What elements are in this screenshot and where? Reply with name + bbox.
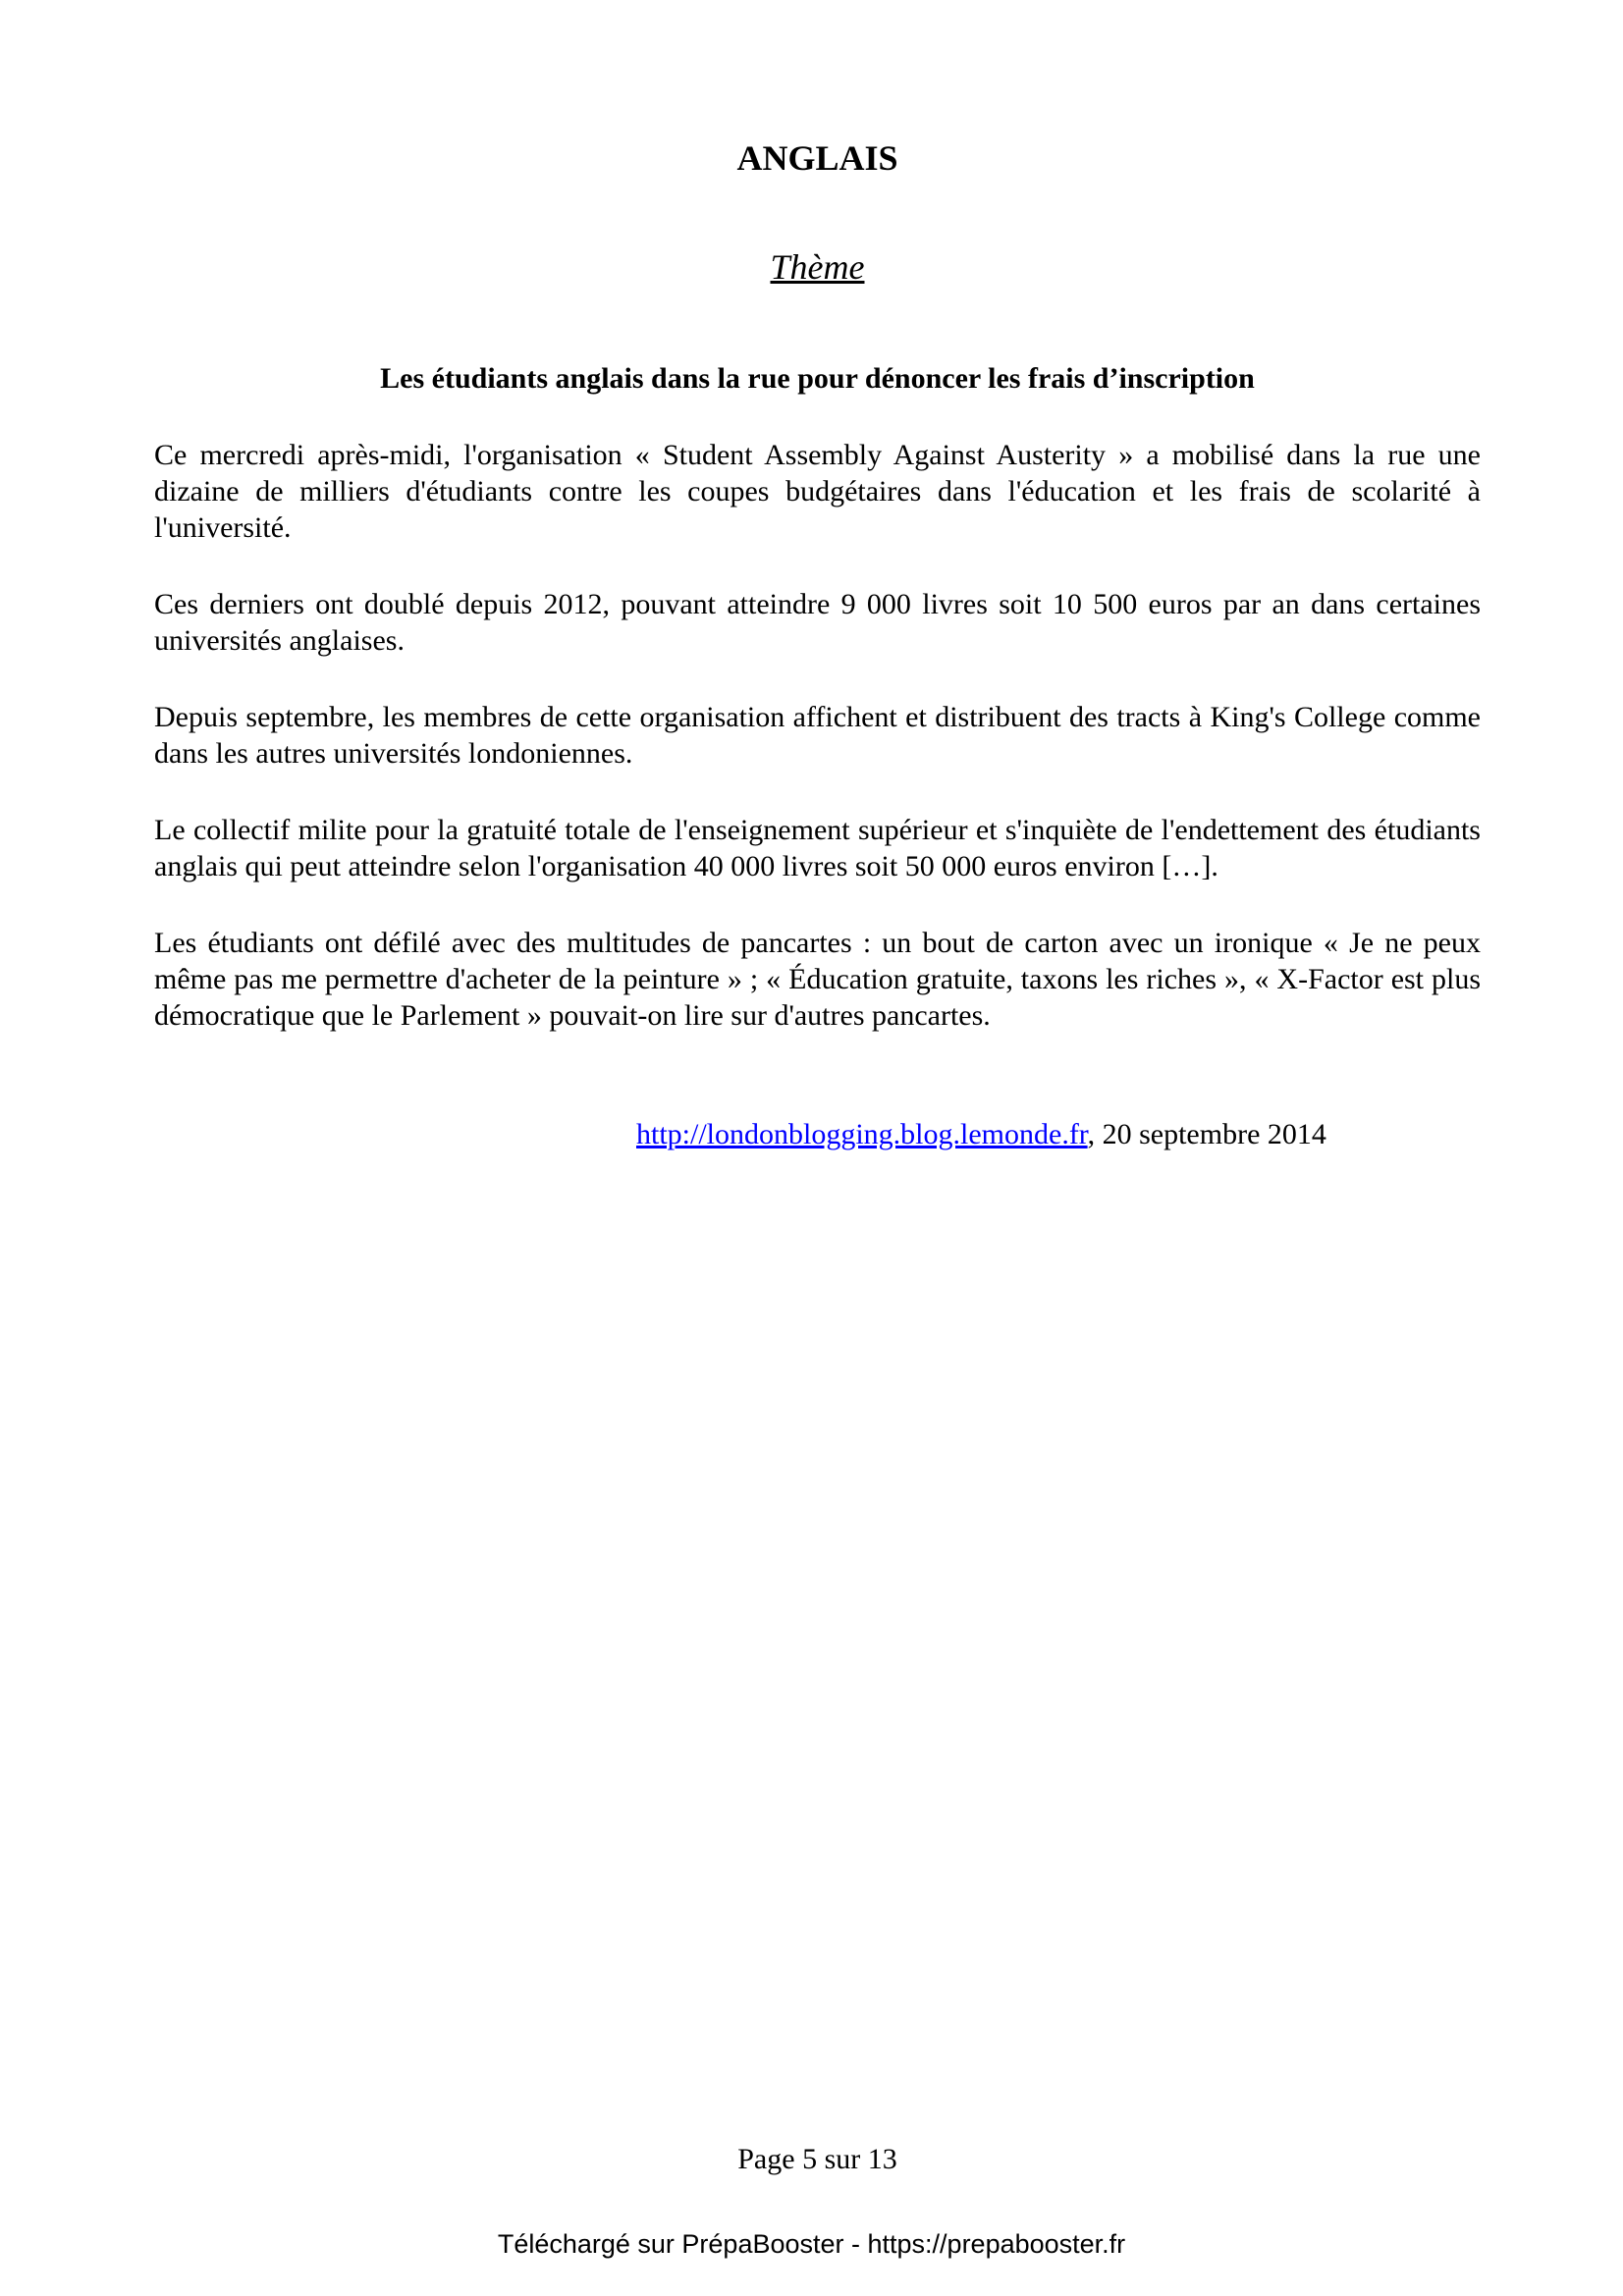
body-paragraph: Depuis septembre, les membres de cette organisation affichent et distribuent des tracts à King's College comme dans les autres universités londoniennes. bbox=[154, 701, 1481, 770]
page-title: ANGLAIS bbox=[736, 138, 898, 178]
download-footer: Téléchargé sur PrépaBooster - https://prepabooster.fr bbox=[497, 2229, 1126, 2259]
body-paragraph: Le collectif milite pour la gratuité totale de l'enseignement supérieur et s'inquiète de l'endettement des étudiants anglais qui peut atteindre selon l'organisation 40 000 livres soit 50 000 euros environ […]. bbox=[154, 814, 1481, 882]
page-number: Page 5 sur 13 bbox=[737, 2143, 897, 2175]
section-subtitle: Thème bbox=[770, 247, 865, 287]
source-link[interactable]: http://londonblogging.blog.lemonde.fr bbox=[636, 1118, 1088, 1150]
body-paragraph: Ce mercredi après-midi, l'organisation « Student Assembly Against Austerity » a mobilisé dans la rue une dizaine de milliers d'étudiants contre les coupes budgétaires dans l'éducation et les frais de scolarité à l'université. bbox=[154, 439, 1481, 544]
document-content bbox=[154, 0, 1481, 1152]
source-attribution bbox=[154, 1116, 1481, 1152]
source-date: , 20 septembre 2014 bbox=[1087, 1118, 1326, 1150]
article-heading: Les étudiants anglais dans la rue pour dénoncer les frais d’inscription bbox=[380, 362, 1255, 395]
body-paragraph: Les étudiants ont défilé avec des multitudes de pancartes : un bout de carton avec un ironique « Je ne peux même pas me permettre d'acheter de la peinture » ; « Éducation gratuite, taxons les riches », « X-Factor est plus démocratique que le Parlement » pouvait-on lire sur d'autres pancartes. bbox=[154, 927, 1481, 1032]
body-paragraph: Ces derniers ont doublé depuis 2012, pouvant atteindre 9 000 livres soit 10 500 euros par an dans certaines universités anglaises. bbox=[154, 588, 1481, 657]
